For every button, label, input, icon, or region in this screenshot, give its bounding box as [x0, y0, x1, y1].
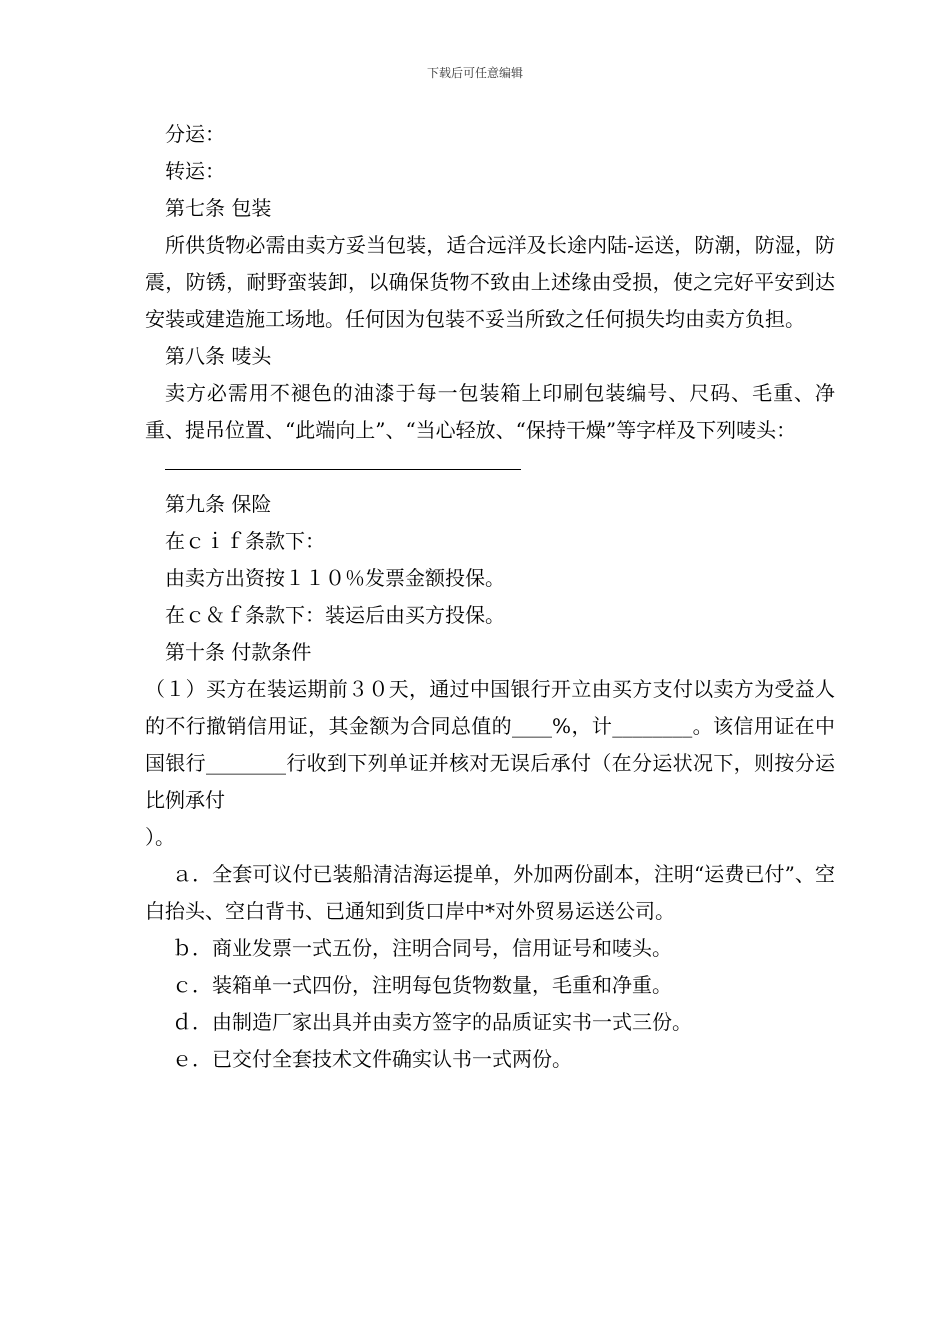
insurance-cif-detail: 由卖方出资按１１０％发票金额投保。 [165, 566, 505, 590]
page-header: 下载后可任意编辑 [426, 66, 523, 80]
document-d: ｄ．由制造厂家出具并由卖方签字的品质证实书一式三份。 [172, 1010, 692, 1034]
insurance-cf: 在ｃ＆ｆ条款下：装运后由买方投保。 [165, 603, 505, 627]
article-10-heading: 第十条 付款条件 [165, 640, 312, 664]
article-7-heading: 第七条 包装 [165, 196, 272, 220]
document-c: ｃ．装箱单一式四份，注明每包货物数量，毛重和净重。 [172, 973, 672, 997]
document-a: ａ．全套可议付已装船清洁海运提单，外加两份副本，注明“运费已付”、空白抬头、空白背书、已通知到货口岸中*对外贸易运送公司。 [145, 862, 835, 923]
payment-clause-1: （１）买方在装运期前３０天，通过中国银行开立由买方支付以卖方为受益人的不行撤销信用证，其金额为合同总值的____%，计________。该信用证在中国银行________行收到下列单证并核对无误后承付（在分运状况下，则按分运比例承付 [145, 677, 835, 812]
shipping-mark-blank-line [145, 449, 835, 486]
article-8-body: 卖方必需用不褪色的油漆于每一包装箱上印刷包装编号、尺码、毛重、净重、提吊位置、“此端向上”、“当心轻放、“保持干燥”等字样及下列唛头： [145, 381, 835, 442]
line-zhuanyun: 转运： [165, 159, 225, 183]
document-e: ｅ．已交付全套技术文件确实认书一式两份。 [172, 1047, 572, 1071]
article-7-body: 所供货物必需由卖方妥当包装，适合远洋及长途内陆-运送，防潮，防湿，防震，防锈，耐野蛮装卸，以确保货物不致由上述缘由受损，使之完好平安到达安装或建造施工场地。任何因为包装不妥当所致之任何损失均由卖方负担。 [145, 233, 835, 331]
document-b: ｂ．商业发票一式五份，注明合同号，信用证号和唛头。 [172, 936, 672, 960]
insurance-cif: 在ｃｉｆ条款下： [165, 529, 325, 553]
article-8-heading: 第八条 唛头 [165, 344, 272, 368]
article-9-heading: 第九条 保险 [165, 492, 272, 516]
line-fenyun: 分运： [165, 122, 225, 146]
document-body [145, 116, 835, 1078]
payment-clause-1-end: ）。 [145, 825, 175, 849]
